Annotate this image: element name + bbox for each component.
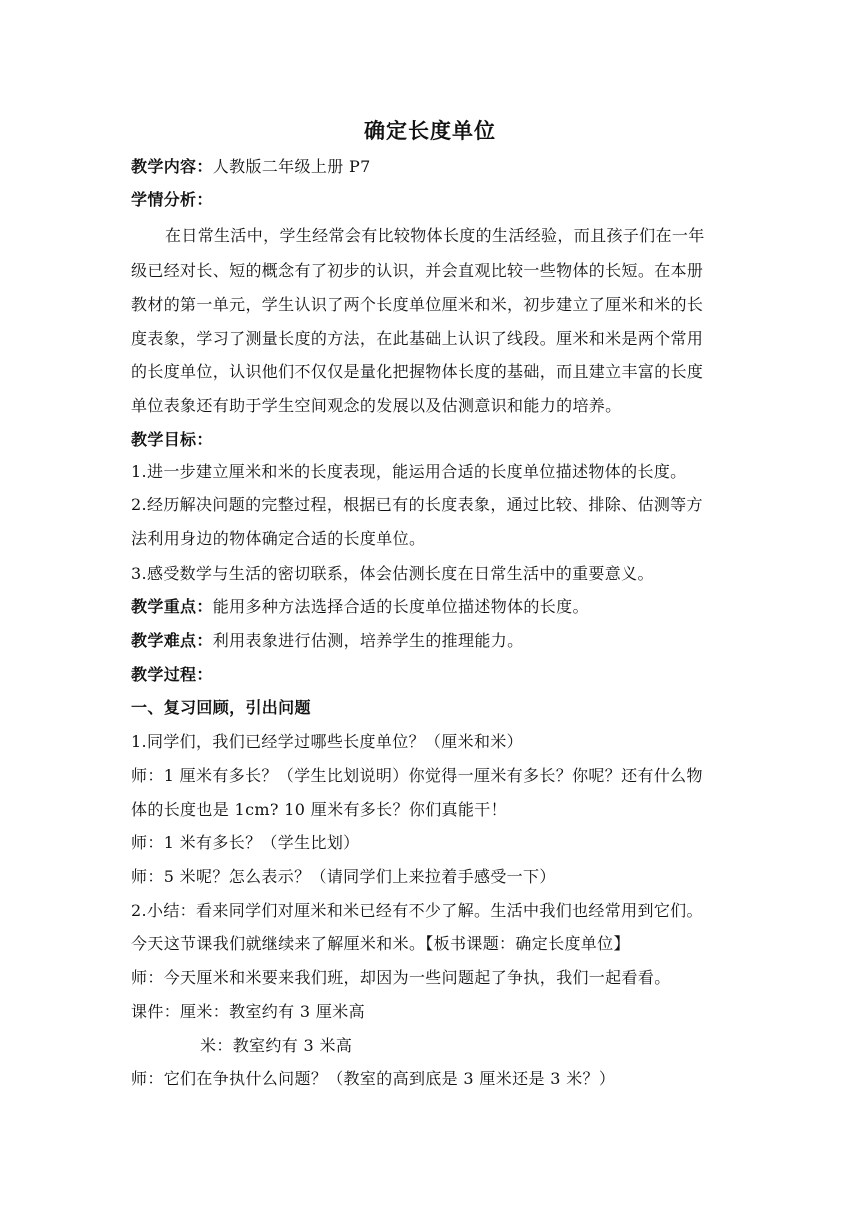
analysis-line: 单位表象还有助于学生空间观念的发展以及估测意识和能力的培养。 <box>131 396 622 415</box>
process-line: 体的长度也是 1cm? 10 厘米有多长？你们真能干！ <box>131 800 507 819</box>
analysis-line: 的长度单位，认识他们不仅仅是量化把握物体长度的基础，而且建立丰富的长度 <box>131 362 704 381</box>
difficult-point-label: 教学难点： <box>131 631 213 650</box>
key-point-value: 能用多种方法选择合适的长度单位描述物体的长度。 <box>212 597 589 616</box>
process-line: 今天这节课我们就继续来了解厘米和米。【板书课题：确定长度单位】 <box>131 934 630 953</box>
teaching-content-label: 教学内容： <box>131 157 213 176</box>
process-line: 师：今天厘米和米要来我们班，却因为一些问题起了争执，我们一起看看。 <box>131 968 671 987</box>
analysis-line: 教材的第一单元，学生认识了两个长度单位厘米和米，初步建立了厘米和米的长 <box>131 295 704 314</box>
section-heading: 一、复习回顾，引出问题 <box>131 698 311 717</box>
process-heading: 教学过程： <box>131 665 213 684</box>
goal-item: 法利用身边的物体确定合适的长度单位。 <box>131 529 426 548</box>
teaching-content-value: 人教版二年级上册 P7 <box>212 157 371 176</box>
goal-item: 3.感受数学与生活的密切联系，体会估测长度在日常生活中的重要意义。 <box>131 564 654 583</box>
process-line: 师：1 米有多长？（学生比划） <box>131 833 360 852</box>
process-line: 米：教室约有 3 米高 <box>200 1036 353 1055</box>
document-title: 确定长度单位 <box>364 119 496 143</box>
key-point-label: 教学重点： <box>131 597 213 616</box>
analysis-line: 在日常生活中，学生经常会有比较物体长度的生活经验，而且孩子们在一年 <box>165 226 705 245</box>
analysis-heading: 学情分析： <box>131 190 213 209</box>
goals-heading: 教学目标： <box>131 430 213 449</box>
teaching-content <box>131 157 371 177</box>
process-line: 师：它们在争执什么问题？（教室的高到底是 3 厘米还是 3 米？） <box>131 1069 616 1088</box>
process-line: 师：1 厘米有多长？（学生比划说明）你觉得一厘米有多长？你呢？还有什么物 <box>131 766 703 785</box>
analysis-line: 度表象，学习了测量长度的方法，在此基础上认识了线段。厘米和米是两个常用 <box>131 329 704 348</box>
process-line: 师：5 米呢？怎么表示？（请同学们上来拉着手感受一下） <box>131 867 556 886</box>
goal-item: 2.经历解决问题的完整过程，根据已有的长度表象，通过比较、排除、估测等方 <box>131 495 703 514</box>
analysis-line: 级已经对长、短的概念有了初步的认识，并会直观比较一些物体的长短。在本册 <box>131 261 704 280</box>
process-line: 课件：厘米：教室约有 3 厘米高 <box>131 1002 365 1021</box>
goal-item: 1.进一步建立厘米和米的长度表现，能运用合适的长度单位描述物体的长度。 <box>131 462 687 481</box>
difficult-point <box>131 631 523 651</box>
process-line: 1.同学们，我们已经学过哪些长度单位？（厘米和米） <box>131 732 524 751</box>
key-point <box>131 597 589 617</box>
difficult-point-value: 利用表象进行估测，培养学生的推理能力。 <box>212 631 524 650</box>
process-line: 2.小结：看来同学们对厘米和米已经有不少了解。生活中我们也经常用到它们。 <box>131 901 703 920</box>
